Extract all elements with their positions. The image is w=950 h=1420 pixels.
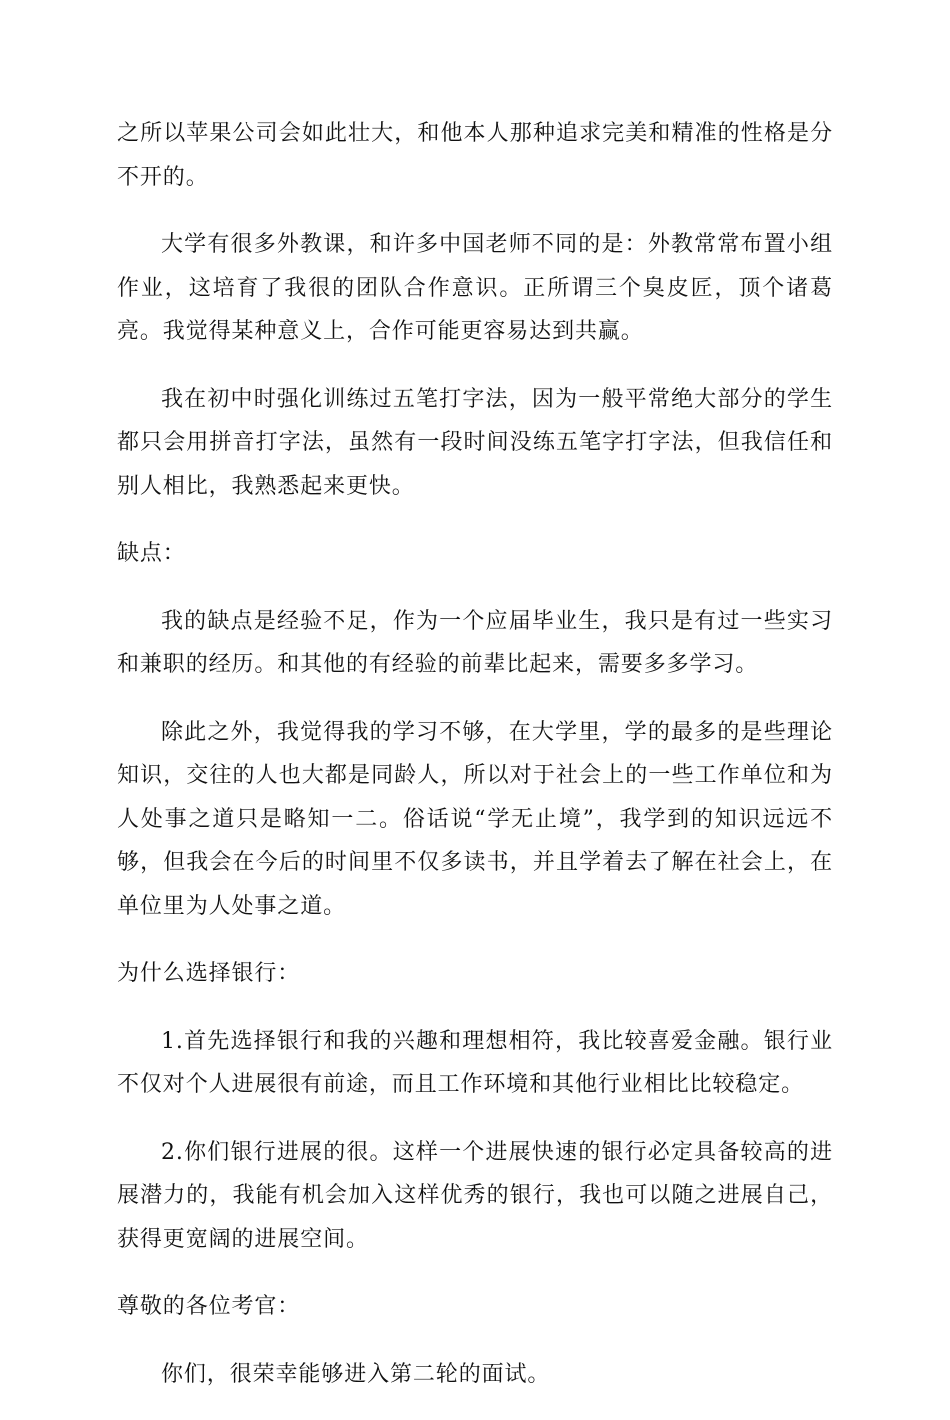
paragraph-lack-experience: 我的缺点是经验不足，作为一个应届毕业生，我只是有过一些实习和兼职的经历。和其他的有经验的前辈比起来，需要多多学习。 bbox=[117, 608, 833, 677]
heading-weaknesses: 缺点： bbox=[117, 541, 186, 566]
heading-why-bank: 为什么选择银行： bbox=[117, 961, 301, 986]
paragraph-apple-personality: 之所以苹果公司会如此壮大，和他本人那种追求完美和精准的性格是分不开的。 bbox=[117, 121, 833, 190]
paragraph-reason-1: 1.首先选择银行和我的兴趣和理想相符，我比较喜爱金融。银行业不仅对个人进展很有前途，而且工作环境和其他行业相比比较稳定。 bbox=[117, 1028, 833, 1097]
heading-salutation: 尊敬的各位考官： bbox=[117, 1294, 301, 1319]
paragraph-reason-2: 2.你们银行进展的很。这样一个进展快速的银行必定具备较高的进展潜力的，我能有机会加入这样优秀的银行，我也可以随之进展自己，获得更宽阔的进展空间。 bbox=[117, 1139, 833, 1252]
paragraph-greeting: 你们，很荣幸能够进入第二轮的面试。 bbox=[161, 1361, 551, 1387]
paragraph-learning-insufficient: 除此之外，我觉得我的学习不够，在大学里，学的最多的是些理论知识，交往的人也大都是同龄人，所以对于社会上的一些工作单位和为人处事之道只是略知一二。俗话说“学无止境”，我学到的知识远远不够，但我会在今后的时间里不仅多读书，并且学着去了解在社会上，在单位里为人处事之道。 bbox=[117, 719, 833, 919]
paragraph-typing-skill: 我在初中时强化训练过五笔打字法，因为一般平常绝大部分的学生都只会用拼音打字法，虽然有一段时间没练五笔字打字法，但我信任和别人相比，我熟悉起来更快。 bbox=[117, 386, 833, 499]
document-body bbox=[117, 112, 833, 1420]
paragraph-teamwork: 大学有很多外教课，和许多中国老师不同的是：外教常常布置小组作业，这培育了我很的团队合作意识。正所谓三个臭皮匠，顶个诸葛亮。我觉得某种意义上，合作可能更容易达到共赢。 bbox=[117, 232, 833, 344]
